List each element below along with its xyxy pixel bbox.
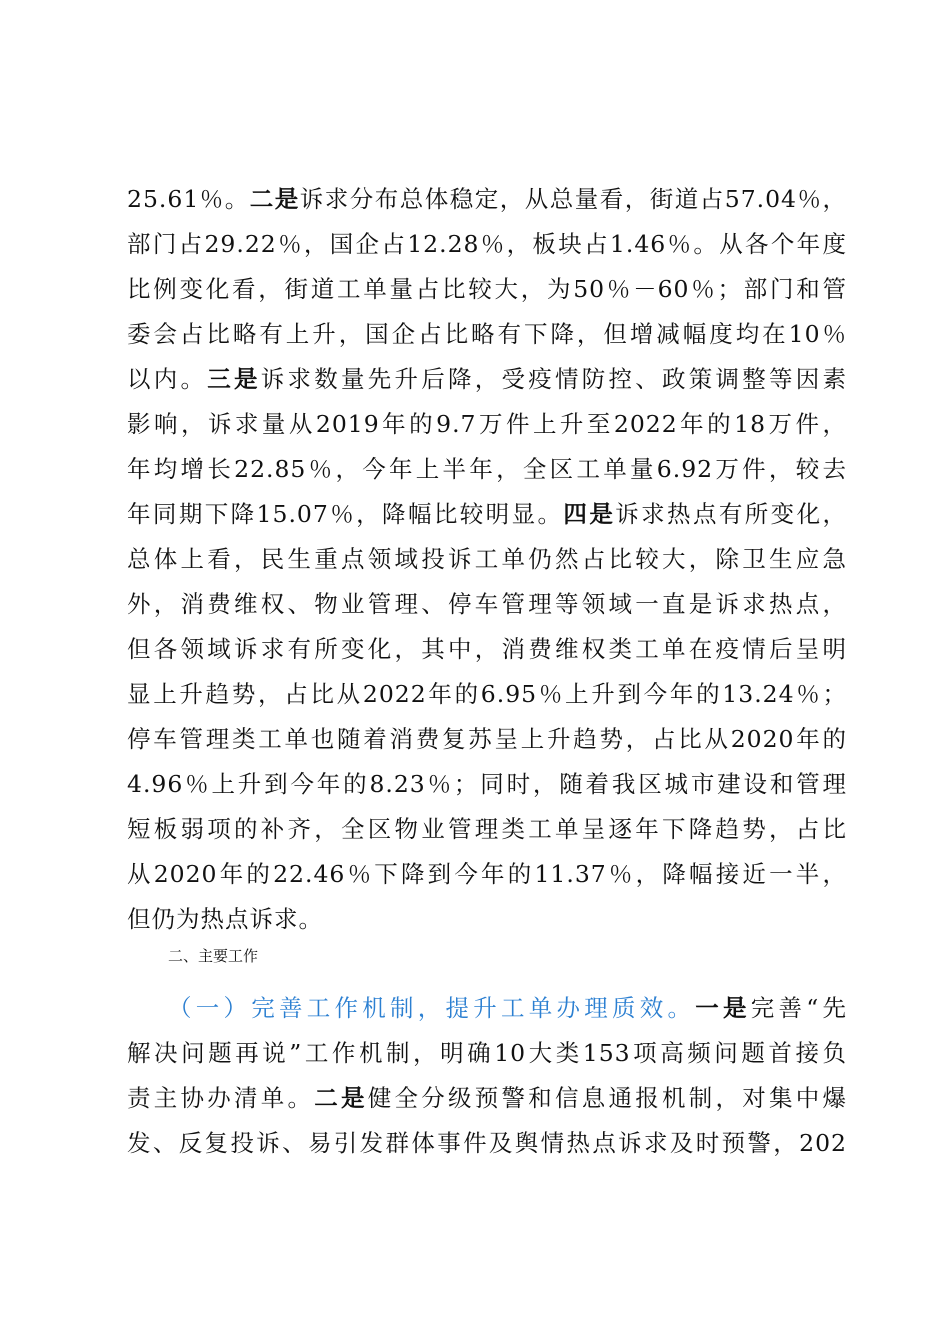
text-segment: 诉求数量先升后降，受疫情防控、政策调整等因素: [260, 365, 847, 393]
paragraph-line: [127, 357, 847, 401]
section-heading: 二、主要工作: [168, 947, 259, 965]
paragraph-line: 从2020年的22.46％下降到今年的11.37％，降幅接近一半，: [127, 860, 847, 888]
text-segment: 以内。: [127, 365, 208, 393]
paragraph-line: 但仍为热点诉求。: [127, 905, 323, 933]
paragraph-line: [127, 492, 847, 536]
paragraph-line: 解决问题再说”工作机制，明确10大类153项高频问题首接负: [127, 1039, 847, 1067]
bold-marker: 一是: [695, 994, 751, 1022]
paragraph-line: 比例变化看，街道工单量占比较大，为50％－60％；部门和管: [127, 275, 847, 303]
subsection-title: （一）完善工作机制，提升工单办理质效。: [168, 994, 696, 1022]
bold-marker: 二是: [314, 1084, 368, 1112]
text-segment: 责主协办清单。: [127, 1084, 315, 1112]
paragraph-line: 显上升趋势，占比从2022年的6.95％上升到今年的13.24％；: [127, 680, 847, 708]
paragraph-line: 短板弱项的补齐，全区物业管理类工单呈逐年下降趋势，占比: [127, 815, 847, 843]
text-segment: 年同期下降15.07％，降幅比较明显。: [127, 500, 564, 528]
text-segment: 健全分级预警和信息通报机制，对集中爆: [367, 1084, 847, 1112]
text-segment: 25.61％。: [127, 185, 250, 213]
paragraph-line: [127, 1076, 847, 1120]
bold-marker: 二是: [249, 185, 300, 213]
paragraph-line: 委会占比略有上升，国企占比略有下降，但增减幅度均在10％: [127, 320, 847, 348]
paragraph-line: 总体上看，民生重点领域投诉工单仍然占比较大，除卫生应急: [127, 545, 847, 573]
paragraph-line: 外，消费维权、物业管理、停车管理等领域一直是诉求热点，: [127, 590, 847, 618]
paragraph-line: 4.96％上升到今年的8.23％；同时，随着我区城市建设和管理: [127, 770, 847, 798]
text-segment: 诉求分布总体稳定，从总量看，街道占57.04％，: [299, 185, 847, 213]
paragraph-line: [168, 986, 847, 1030]
paragraph-line: 发、反复投诉、易引发群体事件及舆情热点诉求及时预警，202: [127, 1129, 847, 1157]
bold-marker: 三是: [207, 365, 261, 393]
text-segment: 完善“先: [750, 994, 847, 1022]
paragraph-line: 年均增长22.85％，今年上半年，全区工单量6.92万件，较去: [127, 455, 847, 483]
bold-marker: 四是: [563, 500, 616, 528]
paragraph-line: 部门占29.22％，国企占12.28％，板块占1.46％。从各个年度: [127, 230, 847, 258]
paragraph-line: 影响，诉求量从2019年的9.7万件上升至2022年的18万件，: [127, 410, 847, 438]
paragraph-line: 停车管理类工单也随着消费复苏呈上升趋势，占比从2020年的: [127, 725, 847, 753]
text-segment: 诉求热点有所变化，: [615, 500, 847, 528]
paragraph-line: [127, 177, 847, 221]
paragraph-line: 但各领域诉求有所变化，其中，消费维权类工单在疫情后呈明: [127, 635, 847, 663]
